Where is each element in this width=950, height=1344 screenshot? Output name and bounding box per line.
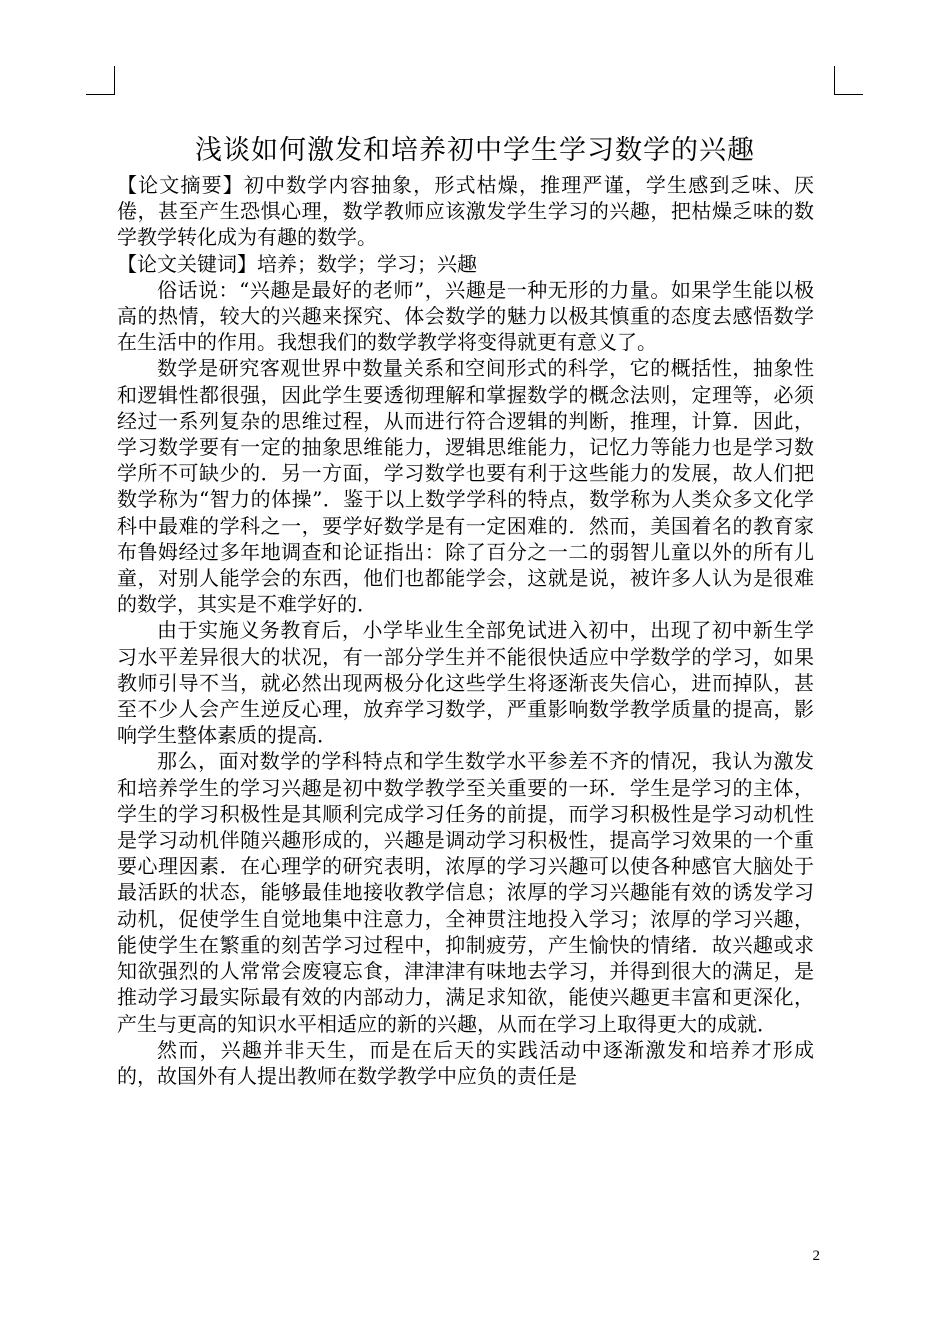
body-paragraph-2: 数学是研究客观世界中数量关系和空间形式的科学，它的概括性，抽象性和逻辑性都很强，因此学生要透彻理解和掌握数学的概念法则，定理等，必须经过一系列复杂的思维过程，从而进行符合逻辑的判断，推理，计算．因此，学习数学要有一定的抽象思维能力，逻辑思维能力，记忆力等能力也是学习数学所不可缺少的．另一方面，学习数学也要有利于这些能力的发展，故人们把数学称为“智力的体操”．鉴于以上数学学科的特点，数学称为人类众多文化学科中最难的学科之一，要学好数学是有一定困难的．然而，美国着名的教育家布鲁姆经过多年地调查和论证指出：除了百分之一二的弱智儿童以外的所有儿童，对别人能学会的东西，他们也都能学会，这就是说，被许多人认为是很难的数学，其实是不难学好的． <box>117 356 814 617</box>
body-paragraph-4: 那么，面对数学的学科特点和学生数学水平参差不齐的情况，我认为激发和培养学生的学习兴趣是初中数学教学至关重要的一环．学生是学习的主体，学生的学习积极性是其顺利完成学习任务的前提，而学习积极性是学习动机性是学习动机伴随兴趣形成的，兴趣是调动学习积极性，提高学习效果的一个重要心理因素．在心理学的研究表明，浓厚的学习兴趣可以使各种感官大脑处于最活跃的状态，能够最佳地接收教学信息；浓厚的学习兴趣能有效的诱发学习动机，促使学生自觉地集中注意力，全神贯注地投入学习；浓厚的学习兴趣，能使学生在繁重的刻苦学习过程中，抑制疲劳，产生愉快的情绪．故兴趣或求知欲强烈的人常常会废寝忘食，津津津有味地去学习，并得到很大的满足，是推动学习最实际最有效的内部动力，满足求知欲，能使兴趣更丰富和更深化，产生与更高的知识水平相适应的新的兴趣，从而在学习上取得更大的成就． <box>117 749 814 1036</box>
abstract-paragraph: 【论文摘要】初中数学内容抽象，形式枯燥，推理严谨，学生感到乏味、厌倦，甚至产生恐惧心理，数学教师应该激发学生学习的兴趣，把枯燥乏味的数学教学转化成为有趣的数学。 <box>117 173 814 250</box>
page-number: 2 <box>812 1248 820 1264</box>
body-paragraph-5: 然而，兴趣并非天生，而是在后天的实践活动中逐渐激发和培养才形成的，故国外有人提出教师在数学教学中应负的责任是 <box>117 1037 814 1088</box>
keywords-paragraph: 【论文关键词】培养；数学；学习；兴趣 <box>117 251 477 276</box>
document-body <box>117 172 814 1089</box>
document-title: 浅谈如何激发和培养初中学生学习数学的兴趣 <box>195 135 755 166</box>
body-paragraph-3: 由于实施义务教育后，小学毕业生全部免试进入初中，出现了初中新生学习水平差异很大的状况，有一部分学生并不能很快适应中学数学的学习，如果教师引导不当，就必然出现两极分化这些学生将逐渐丧失信心，进而掉队，甚至不少人会产生逆反心理，放弃学习数学，严重影响数学教学质量的提高，影响学生整体素质的提高． <box>117 618 814 748</box>
crop-mark-top-left <box>86 66 115 95</box>
crop-mark-top-right <box>834 66 863 95</box>
body-paragraph-1: 俗话说：“兴趣是最好的老师”，兴趣是一种无形的力量。如果学生能以极高的热情，较大的兴趣来探究、体会数学的魅力以极其慎重的态度去感悟数学在生活中的作用。我想我们的数学教学将变得就更有意义了。 <box>117 277 814 355</box>
